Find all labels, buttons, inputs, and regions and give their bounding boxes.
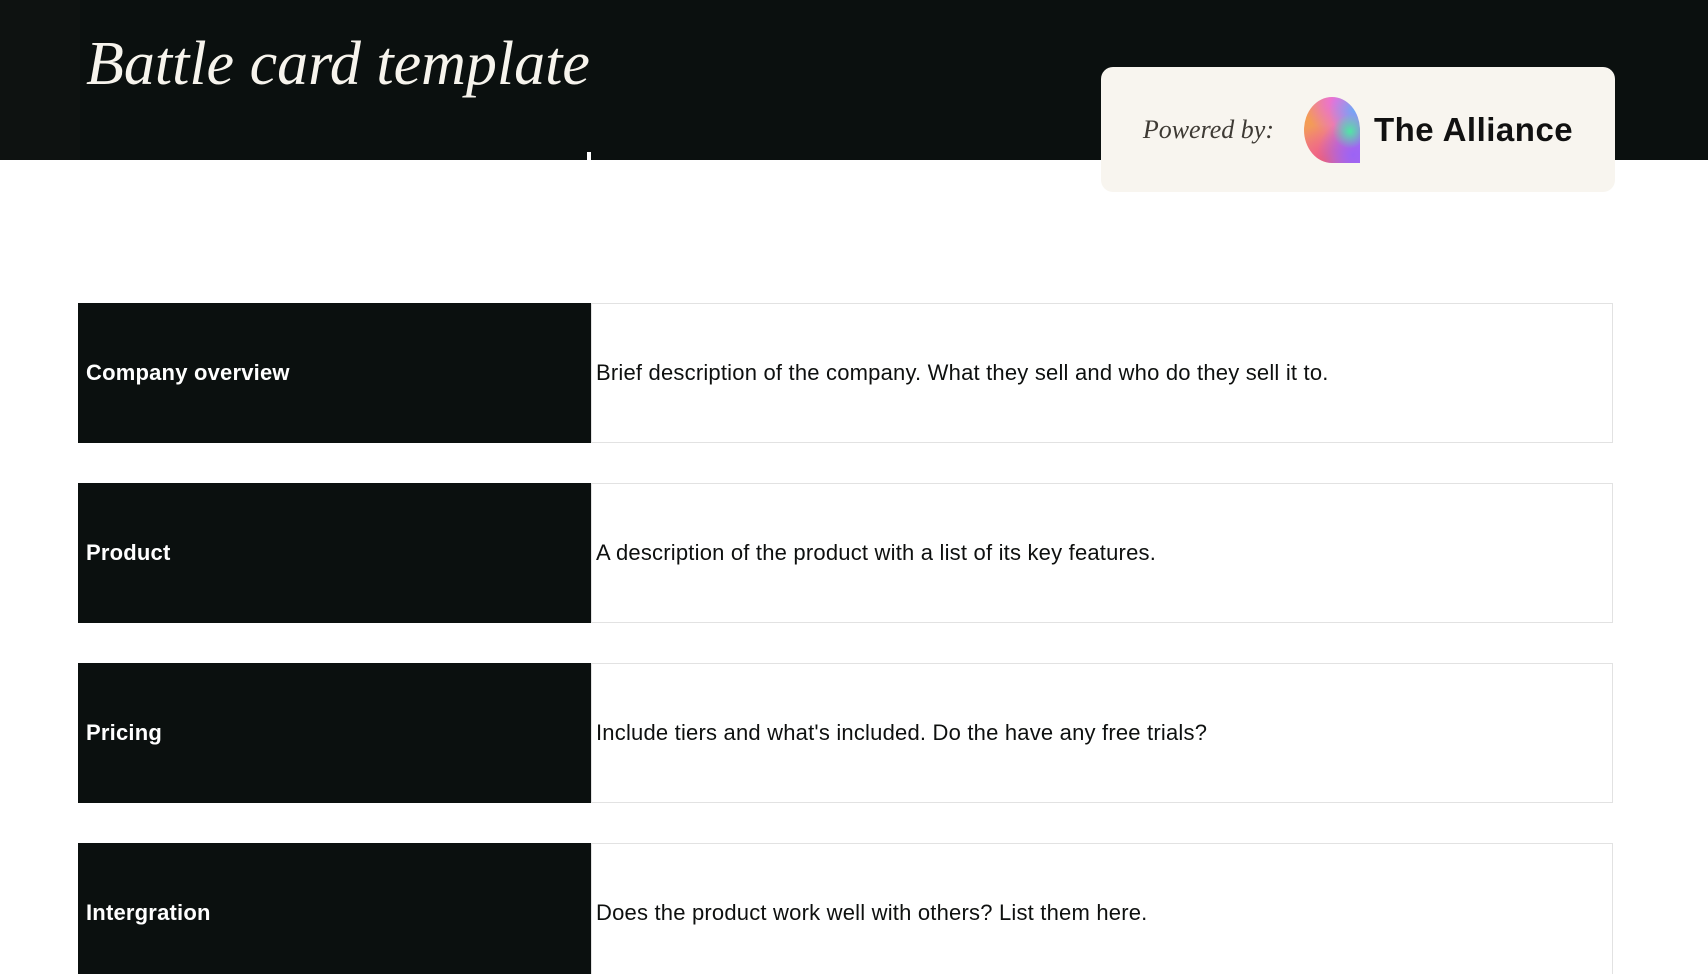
row-description-cell[interactable]: Does the product work well with others? List them here. — [591, 843, 1613, 974]
alliance-logo-icon — [1304, 97, 1360, 163]
row-description-cell[interactable]: Include tiers and what's included. Do the have any free trials? — [591, 663, 1613, 803]
powered-by-badge[interactable] — [1101, 67, 1615, 192]
header-left-strip — [0, 0, 80, 160]
table-row — [78, 483, 1613, 623]
table-row — [78, 843, 1613, 974]
row-description-cell[interactable]: Brief description of the company. What they sell and who do they sell it to. — [591, 303, 1613, 443]
row-description-cell[interactable]: A description of the product with a list of its key features. — [591, 483, 1613, 623]
battle-card-table — [78, 303, 1613, 974]
powered-by-label: Powered by: — [1142, 114, 1274, 144]
page-title: Battle card template — [86, 30, 590, 98]
row-label-cell[interactable]: Pricing — [78, 663, 591, 803]
row-label-cell[interactable]: Company overview — [78, 303, 591, 443]
table-row — [78, 663, 1613, 803]
brand-name: The Alliance — [1373, 110, 1574, 148]
table-row — [78, 303, 1613, 443]
row-label-cell[interactable]: Product — [78, 483, 591, 623]
text-caret — [587, 152, 591, 160]
row-label-cell[interactable]: Intergration — [78, 843, 591, 974]
